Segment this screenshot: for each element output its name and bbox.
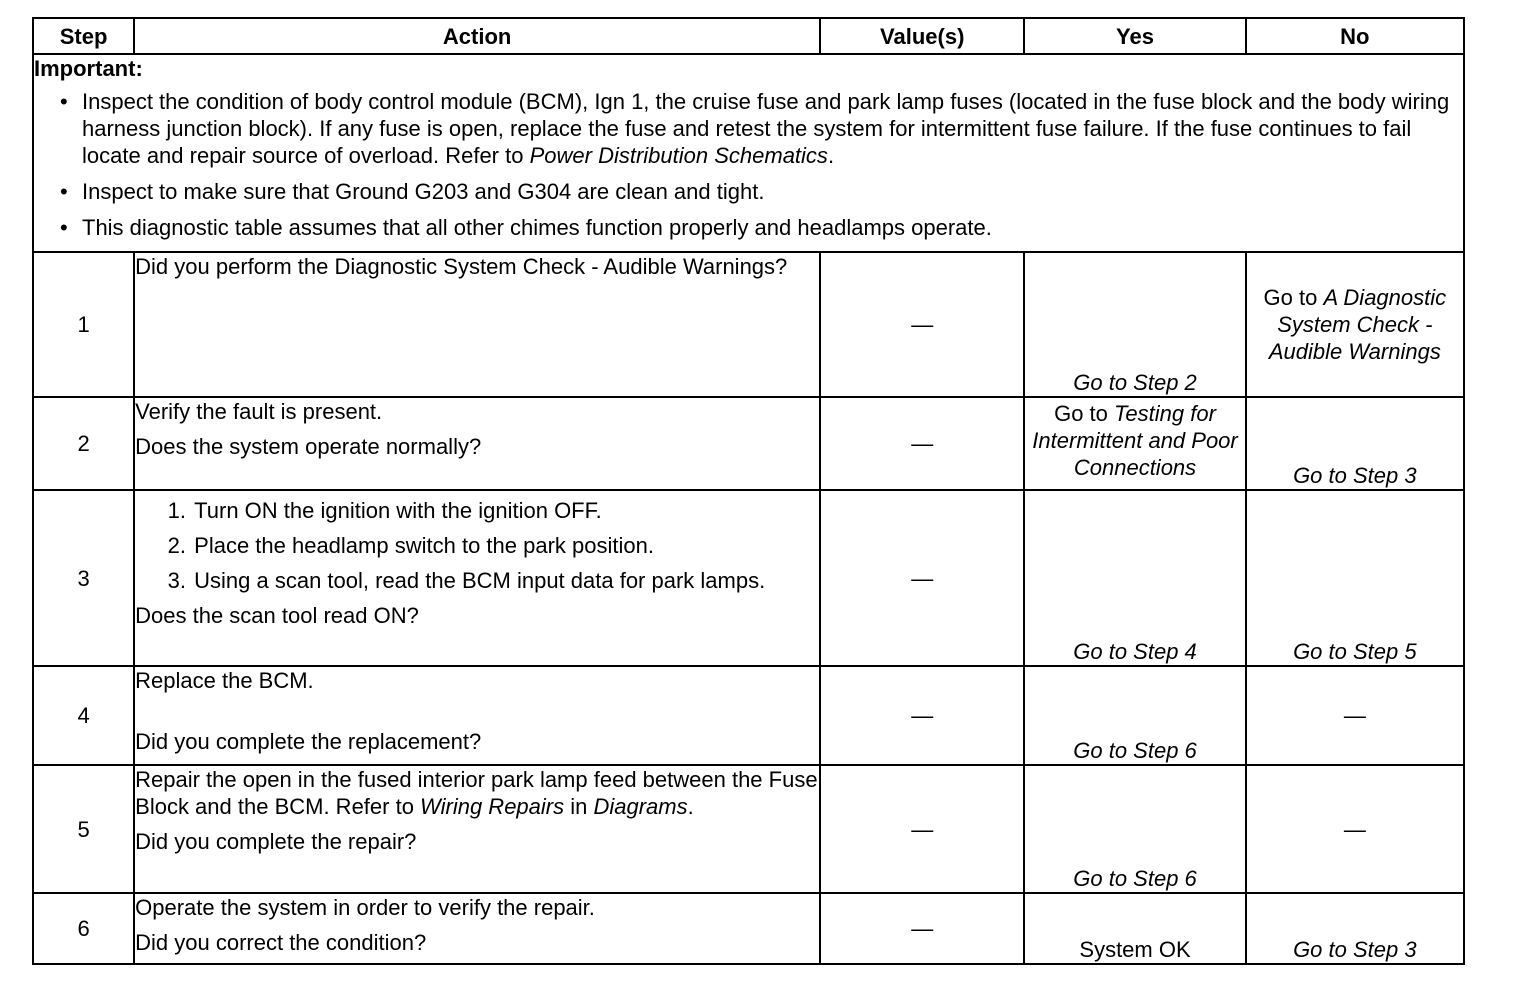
no-cell: — [1246,666,1464,765]
important-list [34,88,1463,241]
important-title: Important: [34,56,143,81]
action-cell [134,252,820,397]
step-number: 3 [33,490,134,666]
action-cell [134,490,820,666]
value-cell: — [820,765,1024,893]
action-step-item: 3. Using a scan tool, read the BCM input data for park lamps. [192,567,819,594]
header-no: No [1246,18,1464,54]
action-text: Verify the fault is present. [135,399,383,424]
no-cell: — [1246,765,1464,893]
action-step-item: 2. Place the headlamp switch to the park position. [192,532,819,559]
yes-cell: Go to Step 6 [1024,666,1245,765]
yes-cell: Go to Step 4 [1024,490,1245,666]
value-cell: — [820,893,1024,964]
header-step: Step [33,18,134,54]
yes-cell: Go to Step 6 [1024,765,1245,893]
header-yes: Yes [1024,18,1245,54]
wiring-repairs-reference: Wiring Repairs [420,794,565,819]
no-reference: A Diagnostic System Check - Audible Warnings [1268,285,1447,364]
value-cell: — [820,666,1024,765]
yes-reference: Testing for Intermittent and Poor Connections [1032,401,1238,480]
action-step-item: 1. Turn ON the ignition with the ignition OFF. [192,497,819,524]
action-question: Does the scan tool read ON? [135,603,419,628]
header-action: Action [134,18,820,54]
value-cell: — [820,252,1024,397]
action-text-part: . [687,794,694,819]
table-row [33,666,1464,765]
step-number: 1 [33,252,134,397]
important-row [33,54,1464,252]
action-steps [135,497,819,594]
diagnostic-table [32,17,1465,965]
step-number: 2 [33,397,134,490]
action-question: Did you complete the repair? [135,829,417,854]
important-notes [33,54,1464,252]
action-text-part: in [564,794,594,819]
spacer [135,694,819,721]
power-distribution-reference: Power Distribution Schematics [529,143,828,168]
yes-cell: Go to Step 2 [1024,252,1245,397]
table-row [33,252,1464,397]
table-row [33,893,1464,964]
header-values: Value(s) [820,18,1024,54]
no-cell [1246,252,1464,397]
action-question: Does the system operate normally? [135,434,482,459]
step-number: 5 [33,765,134,893]
action-text-part: Repair the open in the fused interior park lamp feed between the Fuse Block and the BCM. Refer to [135,767,818,819]
action-text: Operate the system in order to verify the repair. [135,895,595,920]
action-question: Did you correct the condition? [135,930,427,955]
action-question: Did you complete the replacement? [135,729,482,754]
table-header-row [33,18,1464,54]
table-row [33,765,1464,893]
table-row [33,397,1464,490]
diagrams-reference: Diagrams [593,794,688,819]
important-bullet-end: . [827,143,835,168]
yes-cell: System OK [1024,893,1245,964]
important-bullet: • This diagnostic table assumes that all other chimes function properly and headlamps operate. [34,214,1463,241]
step-number: 4 [33,666,134,765]
table-row [33,490,1464,666]
value-cell: — [820,397,1024,490]
no-prefix: Go to [1263,285,1324,310]
important-bullet-text: Inspect the condition of body control module (BCM), Ign 1, the cruise fuse and park lamp fuses (located in the fuse block and the body wiring harness junction block). If any fuse is open, replace the fuse and retest the system for intermittent fuse failure. If the fuse continues to fail locate and repair source of overload. Refer to [82,89,1450,168]
action-cell [134,397,820,490]
yes-prefix: Go to [1054,401,1115,426]
value-cell: — [820,490,1024,666]
action-text [135,766,819,820]
yes-cell [1024,397,1245,490]
action-cell [134,666,820,765]
no-cell: Go to Step 5 [1246,490,1464,666]
no-cell: Go to Step 3 [1246,893,1464,964]
important-bullet: • Inspect to make sure that Ground G203 and G304 are clean and tight. [34,178,1463,205]
action-cell [134,893,820,964]
action-text: Did you perform the Diagnostic System Check - Audible Warnings? [135,254,788,279]
action-cell [134,765,820,893]
important-bullet [34,88,1463,169]
action-text: Replace the BCM. [135,668,314,693]
no-cell: Go to Step 3 [1246,397,1464,490]
step-number: 6 [33,893,134,964]
